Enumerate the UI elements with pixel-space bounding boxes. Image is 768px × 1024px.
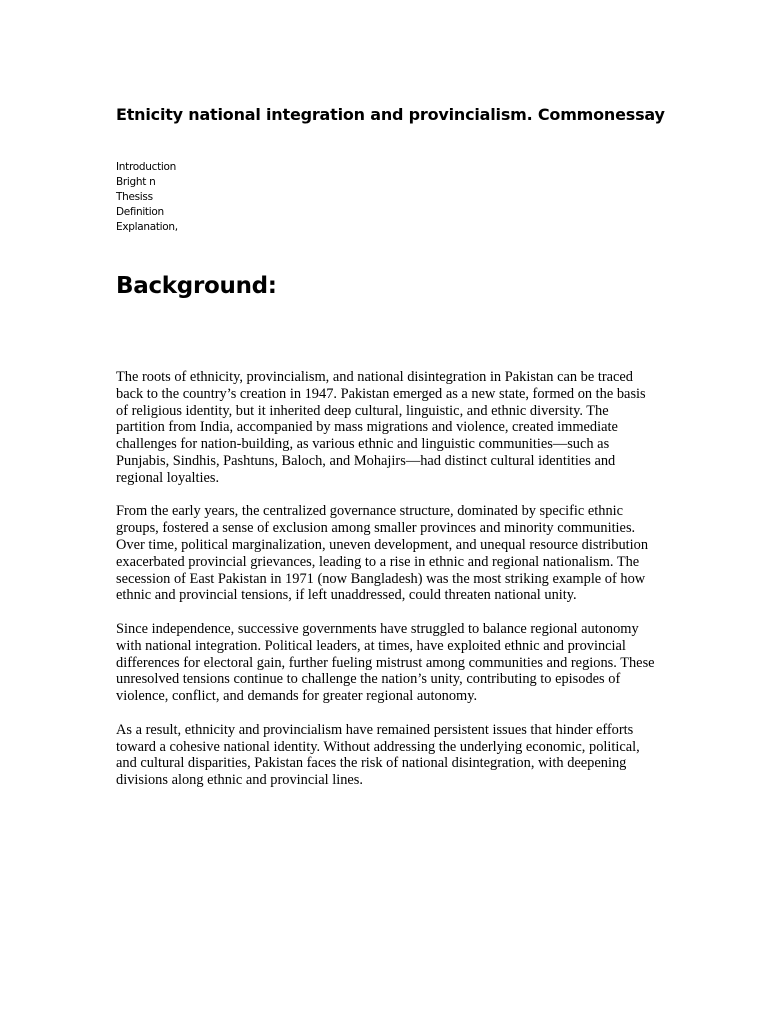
paragraph: The roots of ethnicity, provincialism, and national disintegration in Pakistan can be traced back to the country’s creation in 1947. Pakistan emerged as a new state, formed on the basis of religious identity, but it inherited deep cultural, linguistic, and ethnic diversity. The partition from India, accompanied by mass migrations and violence, created immediate challenges for nation-building, as various ethnic and linguistic communities—such as Punjabis, Sindhis, Pashtuns, Baloch, and Mohajirs—had distinct cultural identities and regional loyalties. bbox=[116, 369, 646, 486]
outline-list bbox=[116, 160, 178, 235]
outline-item: Definition bbox=[116, 206, 164, 218]
outline-item: Bright n bbox=[116, 176, 156, 188]
outline-item: Thesiss bbox=[116, 191, 153, 203]
outline-item: Explanation, bbox=[116, 221, 178, 233]
paragraph: Since independence, successive governments have struggled to balance regional autonomy with national integration. Political leaders, at times, have exploited ethnic and provincial differences for electoral gain, further fueling mistrust among communities and regions. These unresolved tensions continue to challenge the nation’s unity, contributing to episodes of violence, conflict, and demands for greater regional autonomy. bbox=[116, 620, 655, 705]
document-title: Etnicity national integration and provincialism. Commonessay bbox=[116, 105, 665, 124]
outline-item: Introduction bbox=[116, 161, 176, 173]
body-text bbox=[116, 369, 656, 806]
section-heading: Background: bbox=[116, 273, 277, 299]
paragraph: As a result, ethnicity and provincialism have remained persistent issues that hinder efforts toward a cohesive national identity. Without addressing the underlying economic, political, and cultural disparities, Pakistan faces the risk of national disintegration, with deepening divisions along ethnic and provincial lines. bbox=[116, 721, 640, 789]
paragraph: From the early years, the centralized governance structure, dominated by specific ethnic groups, fostered a sense of exclusion among smaller provinces and minority communities. Over time, political marginalization, uneven development, and unequal resource distribution exacerbated provincial grievances, leading to a rise in ethnic and regional nationalism. The secession of East Pakistan in 1971 (now Bangladesh) was the most striking example of how ethnic and provincial tensions, if left unaddressed, could threaten national unity. bbox=[116, 503, 649, 604]
